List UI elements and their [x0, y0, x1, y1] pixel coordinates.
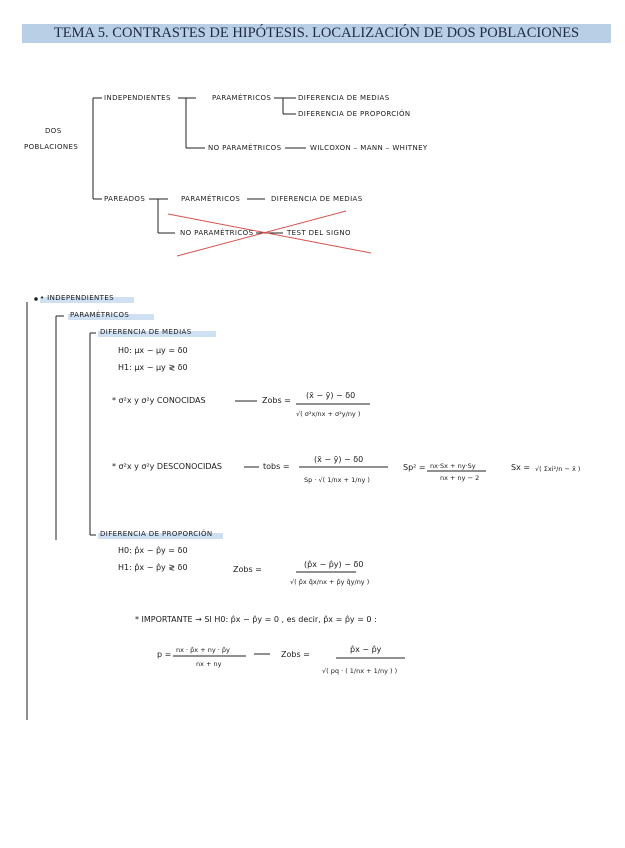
- desconocidas-label: * σ²x y σ²y DESCONOCIDAS: [112, 462, 222, 471]
- sp-denominator: nx + ny − 2: [440, 474, 480, 482]
- node-no-parametricos: NO PARAMÉTRICOS: [208, 144, 282, 152]
- tobs-label: tobs =: [263, 462, 290, 471]
- node-wilcoxon: WILCOXON – MANN – WHITNEY: [310, 144, 428, 152]
- heading-diferencia-medias: DIFERENCIA DE MEDIAS: [100, 328, 192, 336]
- p-label: p =: [157, 650, 172, 659]
- sp-numerator: nx·Sx + ny·Sy: [430, 462, 476, 470]
- root-label-poblaciones: POBLACIONES: [24, 143, 79, 151]
- zobs-denominator: √( σ²x/nx + σ²y/ny ): [296, 410, 361, 418]
- conocidas-label: * σ²x y σ²y CONOCIDAS: [112, 396, 206, 405]
- sx-expression: √( Σxi²/n − x̄ ): [535, 465, 581, 473]
- zobs-final-label: Zobs =: [281, 650, 310, 659]
- sx-label: Sx =: [511, 463, 531, 472]
- zobs-proporcion-label: Zobs =: [233, 565, 262, 574]
- zobs-proporcion-numerator: (p̂x − p̂y) − δ0: [304, 560, 364, 569]
- node-pareados: PAREADOS: [104, 195, 146, 203]
- h1-proporcion: H1: p̂x − p̂y ≷ δ0: [118, 563, 188, 572]
- sp-label: Sp² =: [403, 463, 426, 472]
- zobs-label: Zobs =: [262, 396, 291, 405]
- tobs-numerator: (x̄ − ȳ) − δ0: [314, 455, 364, 464]
- p-denominator: nx + ny: [196, 660, 222, 668]
- node-pareados-no-parametricos: NO PARAMÉTRICOS: [180, 229, 254, 237]
- node-diferencia-proporcion: DIFERENCIA DE PROPORCIÓN: [298, 110, 411, 118]
- h0-medias: H0: μx − μy = δ0: [118, 346, 188, 355]
- tobs-denominator: Sp · √( 1/nx + 1/ny ): [304, 476, 370, 484]
- root-label-dos: DOS: [45, 127, 62, 135]
- heading-parametricos: PARAMÉTRICOS: [70, 311, 130, 319]
- h0-proporcion: H0: p̂x − p̂y = δ0: [118, 546, 188, 555]
- node-parametricos: PARAMÉTRICOS: [212, 94, 272, 102]
- zobs-numerator: (x̄ − ȳ) − δ0: [306, 391, 356, 400]
- node-diferencia-medias: DIFERENCIA DE MEDIAS: [298, 94, 390, 102]
- zobs-final-numerator: p̂x − p̂y: [350, 645, 382, 654]
- importante-note: * IMPORTANTE → SI H0: p̂x − p̂y = 0 , es decir, p̂x = p̂y = 0 :: [135, 615, 377, 624]
- zobs-proporcion-denominator: √( p̂x q̂x/nx + p̂y q̂y/ny ): [290, 578, 370, 586]
- node-pareados-diferencia-medias: DIFERENCIA DE MEDIAS: [271, 195, 363, 203]
- page-title: TEMA 5. CONTRASTES DE HIPÓTESIS. LOCALIZACIÓN DE DOS POBLACIONES: [53, 25, 580, 41]
- node-pareados-parametricos: PARAMÉTRICOS: [181, 195, 241, 203]
- h1-medias: H1: μx − μy ≷ δ0: [118, 363, 188, 372]
- node-independientes: INDEPENDIENTES: [104, 94, 171, 102]
- zobs-final-denominator: √( pq · ( 1/nx + 1/ny ) ): [322, 667, 398, 675]
- heading-independientes: • INDEPENDIENTES: [40, 294, 115, 302]
- p-numerator: nx · p̂x + ny · p̂y: [176, 646, 230, 654]
- heading-diferencia-proporcion: DIFERENCIA DE PROPORCIÓN: [100, 530, 213, 538]
- node-test-signo: TEST DEL SIGNO: [287, 229, 351, 237]
